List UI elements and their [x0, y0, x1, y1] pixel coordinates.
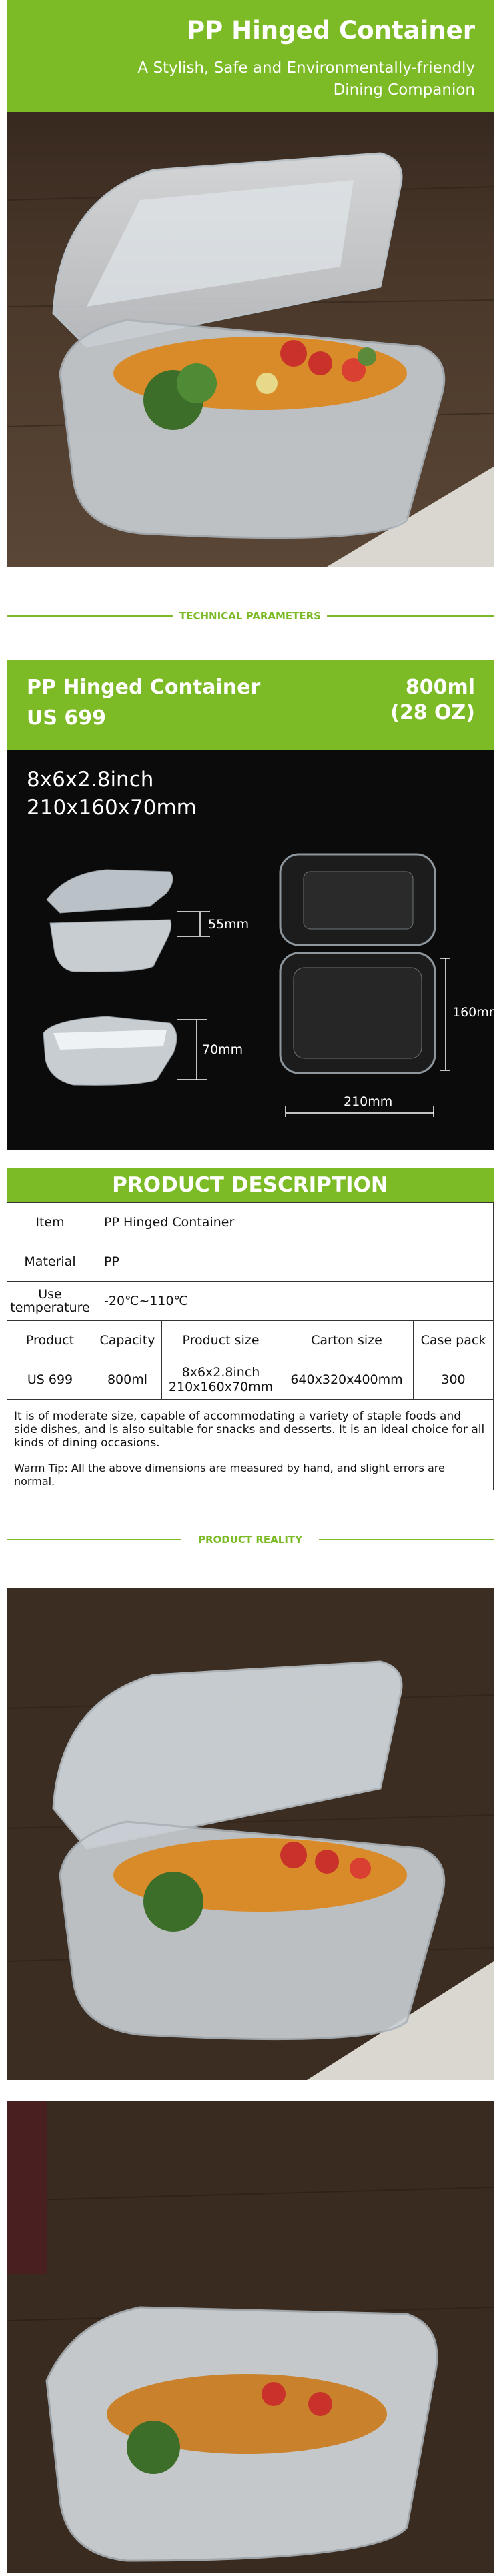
section-title-reality: PRODUCT REALITY [197, 1534, 303, 1546]
closed-container-illustration [43, 1016, 177, 1085]
product-description [7, 1168, 494, 1493]
col-header-carton-size: Carton size [280, 1320, 414, 1360]
dim-label-160mm: 160mm [452, 1005, 501, 1020]
hero-banner [7, 0, 494, 567]
col-header-product-size: Product size [161, 1320, 280, 1360]
dimension-diagram [7, 660, 494, 1150]
tech-product-code: US 699 [27, 706, 107, 730]
item-label: Item [7, 1202, 93, 1242]
col-header-case-pack: Case pack [413, 1320, 494, 1360]
description-header: PRODUCT DESCRIPTION [7, 1168, 494, 1202]
dim-label-55mm: 55mm [208, 917, 249, 932]
tech-product-name: PP Hinged Container [27, 676, 261, 699]
reality-photo-2-image [7, 2101, 494, 2573]
reality-photo-1-image [7, 1588, 494, 2080]
material-value: PP [93, 1242, 494, 1282]
divider-line-right [319, 1539, 494, 1540]
material-label: Material [7, 1242, 93, 1282]
temperature-label: Use temperature [7, 1281, 93, 1321]
top-view-illustration [280, 854, 435, 1073]
tech-capacity: 800ml [405, 676, 475, 699]
reality-photo-2 [7, 2101, 494, 2573]
row-carton-size: 640x320x400mm [280, 1360, 414, 1400]
row-size-mm: 210x160x70mm [168, 1380, 274, 1394]
hero-title: PP Hinged Container [187, 16, 475, 45]
dim-label-70mm: 70mm [202, 1042, 243, 1057]
row-product: US 699 [7, 1360, 93, 1400]
item-value: PP Hinged Container [93, 1202, 494, 1242]
hero-subtitle: A Stylish, Safe and Environmentally-friendly Dining Companion [137, 59, 475, 99]
reality-photo-1 [7, 1588, 494, 2080]
dim-label-210mm: 210mm [344, 1094, 393, 1109]
temperature-value: -20℃~110℃ [93, 1281, 494, 1321]
warm-tip: Warm Tip: All the above dimensions are measured by hand, and slight errors are normal. [7, 1460, 494, 1490]
technical-panel [7, 660, 501, 1150]
open-container-illustration [47, 870, 173, 972]
col-header-product: Product [7, 1320, 93, 1360]
tech-capacity-oz: (28 OZ) [390, 701, 475, 724]
section-title-technical: TECHNICAL PARAMETERS [179, 610, 321, 622]
row-size-inch: 8x6x2.8inch [181, 1365, 260, 1380]
divider-line-right [327, 615, 494, 617]
row-capacity: 800ml [93, 1360, 162, 1400]
col-header-capacity: Capacity [93, 1320, 162, 1360]
row-case-pack: 300 [413, 1360, 494, 1400]
tech-dimensions-mm: 210x160x70mm [27, 796, 197, 820]
description-paragraph: It is of moderate size, capable of accommodating a variety of staple foods and side dishes, and is also suitable for snacks and desserts. It is an ideal choice for all kinds of dining occasions. [7, 1399, 494, 1460]
section-divider-technical [7, 608, 494, 624]
tech-dimensions-inch: 8x6x2.8inch [27, 768, 154, 792]
section-divider-reality [7, 1532, 494, 1548]
row-product-size [161, 1360, 280, 1400]
